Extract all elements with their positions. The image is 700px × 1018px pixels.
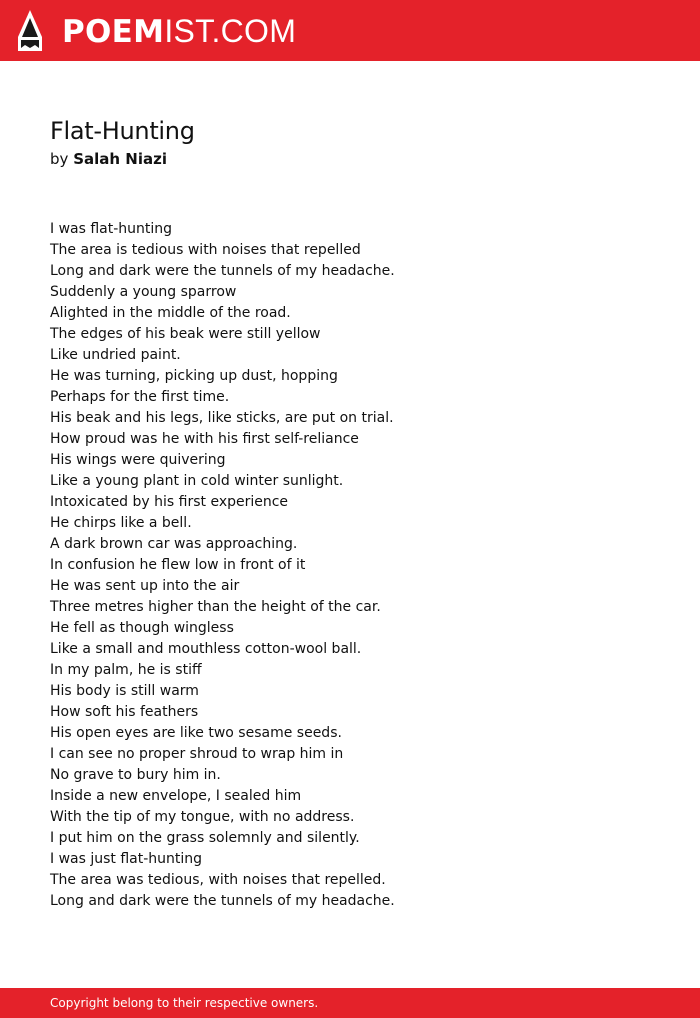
poem-line: Like a small and mouthless cotton-wool ball.	[50, 641, 362, 657]
poem-line: Three metres higher than the height of the car.	[50, 599, 381, 615]
brand-bold-text: POEM	[62, 14, 165, 50]
poem-line: In confusion he flew low in front of it	[50, 557, 306, 573]
poem-line: With the tip of my tongue, with no address.	[50, 809, 355, 825]
footer-copyright: Copyright belong to their respective owners.	[50, 996, 319, 1010]
poem-line: The area was tedious, with noises that repelled.	[50, 872, 386, 888]
site-logo-text[interactable]	[62, 12, 296, 50]
poem-line: A dark brown car was approaching.	[50, 536, 298, 552]
poem-line: His open eyes are like two sesame seeds.	[50, 725, 342, 741]
poem-author: Salah Niazi	[73, 150, 167, 168]
brand-light-text: IST.COM	[164, 13, 297, 49]
poem-line: In my palm, he is stiff	[50, 662, 202, 678]
poem-line: Long and dark were the tunnels of my headache.	[50, 893, 395, 909]
poem-line: Like a young plant in cold winter sunlight.	[50, 473, 344, 489]
poem-line: Long and dark were the tunnels of my headache.	[50, 263, 395, 279]
pencil-tip-icon[interactable]	[18, 10, 42, 51]
poem-line: Inside a new envelope, I sealed him	[50, 788, 302, 804]
poem-line: The edges of his beak were still yellow	[50, 326, 321, 342]
poem-line: He fell as though wingless	[50, 620, 234, 636]
poem-line: No grave to bury him in.	[50, 767, 221, 783]
byline-prefix: by	[50, 150, 69, 168]
poem-line: I can see no proper shroud to wrap him in	[50, 746, 344, 762]
poem-line: Alighted in the middle of the road.	[50, 305, 291, 321]
poem-line: His beak and his legs, like sticks, are put on trial.	[50, 410, 394, 426]
poem-line: His wings were quivering	[50, 452, 226, 468]
poem-line: I was just flat-hunting	[50, 851, 203, 867]
poem-line: He chirps like a bell.	[50, 515, 192, 531]
poem-line: Like undried paint.	[50, 347, 181, 363]
poem-line: How proud was he with his first self-reliance	[50, 431, 359, 447]
poem-title: Flat-Hunting	[50, 117, 195, 145]
poem-line: He was sent up into the air	[50, 578, 240, 594]
poem-body	[50, 219, 650, 912]
poem-line: He was turning, picking up dust, hopping	[50, 368, 338, 384]
poem-line: How soft his feathers	[50, 704, 199, 720]
site-header	[0, 0, 700, 61]
poem-line: Perhaps for the first time.	[50, 389, 230, 405]
poem-line: The area is tedious with noises that repelled	[50, 242, 361, 258]
poem-line: Intoxicated by his first experience	[50, 494, 289, 510]
poem-line: Suddenly a young sparrow	[50, 284, 237, 300]
poem-line: His body is still warm	[50, 683, 199, 699]
poem-line: I put him on the grass solemnly and silently.	[50, 830, 360, 846]
site-footer	[0, 988, 700, 1018]
poem-byline	[50, 148, 167, 170]
poem-line: I was flat-hunting	[50, 221, 173, 237]
